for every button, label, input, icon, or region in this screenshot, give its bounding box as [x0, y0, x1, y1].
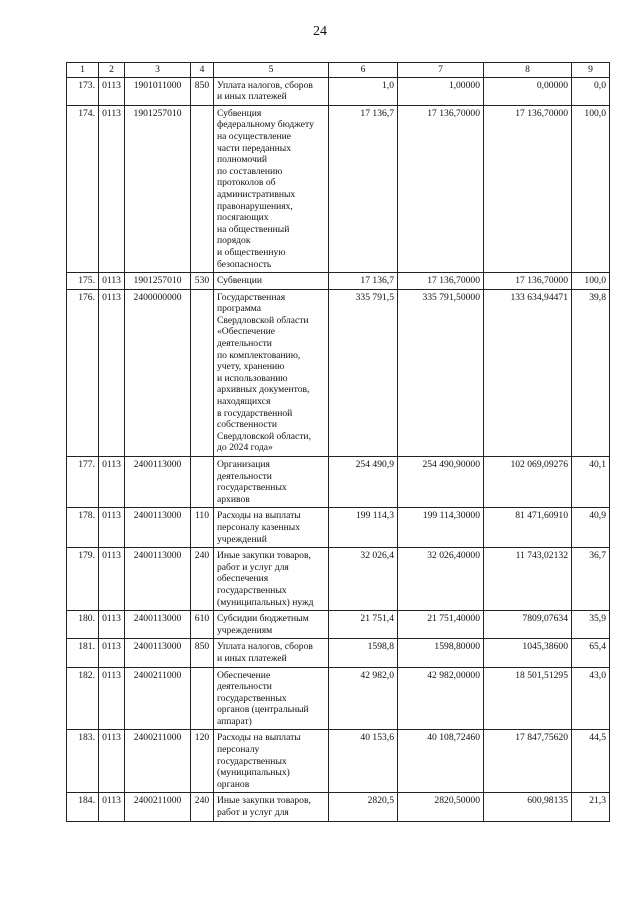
period-plan-value: 42 982,00000 — [398, 667, 484, 730]
expense-type-code — [191, 457, 214, 508]
annual-plan-value: 335 791,5 — [329, 289, 398, 456]
row-number: 173. — [67, 77, 99, 105]
row-number: 176. — [67, 289, 99, 456]
percent-value: 44,5 — [572, 730, 610, 793]
section-code: 0113 — [99, 730, 125, 793]
section-code: 0113 — [99, 457, 125, 508]
period-plan-value: 254 490,90000 — [398, 457, 484, 508]
section-code: 0113 — [99, 667, 125, 730]
percent-value: 100,0 — [572, 273, 610, 290]
item-name: Иные закупки товаров, работ и услуг для обеспечения государственных (муниципальных) нужд — [214, 548, 329, 611]
expense-type-code — [191, 105, 214, 272]
target-article-code: 2400113000 — [125, 508, 191, 548]
target-article-code: 2400211000 — [125, 667, 191, 730]
target-article-code: 1901011000 — [125, 77, 191, 105]
item-name: Субвенции — [214, 273, 329, 290]
item-name: Субсидии бюджетным учреждениям — [214, 611, 329, 639]
table-row — [67, 667, 610, 730]
period-plan-value: 17 136,70000 — [398, 273, 484, 290]
target-article-code: 2400113000 — [125, 639, 191, 667]
annual-plan-value: 42 982,0 — [329, 667, 398, 730]
expense-type-code: 610 — [191, 611, 214, 639]
table-row — [67, 730, 610, 793]
column-header: 7 — [398, 63, 484, 78]
section-code: 0113 — [99, 105, 125, 272]
actual-value: 133 634,94471 — [484, 289, 572, 456]
row-number: 184. — [67, 793, 99, 821]
budget-table — [66, 62, 610, 822]
column-header: 3 — [125, 63, 191, 78]
expense-type-code — [191, 289, 214, 456]
percent-value: 0,0 — [572, 77, 610, 105]
percent-value: 43,0 — [572, 667, 610, 730]
column-header: 2 — [99, 63, 125, 78]
item-name: Иные закупки товаров, работ и услуг для — [214, 793, 329, 821]
percent-value: 39,8 — [572, 289, 610, 456]
percent-value: 40,1 — [572, 457, 610, 508]
item-name: Обеспечение деятельности государственных органов (центральный аппарат) — [214, 667, 329, 730]
actual-value: 102 069,09276 — [484, 457, 572, 508]
target-article-code: 1901257010 — [125, 105, 191, 272]
section-code: 0113 — [99, 77, 125, 105]
table-row — [67, 611, 610, 639]
row-number: 181. — [67, 639, 99, 667]
annual-plan-value: 40 153,6 — [329, 730, 398, 793]
item-name: Расходы на выплаты персоналу государственных (муниципальных) органов — [214, 730, 329, 793]
item-name: Субвенция федеральному бюджету на осуществление части переданных полномочий по составлению протоколов об административных правонарушениях, посягающих на общественный порядок и общественную безопасность — [214, 105, 329, 272]
table-row — [67, 273, 610, 290]
expense-type-code: 850 — [191, 639, 214, 667]
item-name: Организация деятельности государственных архивов — [214, 457, 329, 508]
section-code: 0113 — [99, 508, 125, 548]
percent-value: 100,0 — [572, 105, 610, 272]
section-code: 0113 — [99, 611, 125, 639]
period-plan-value: 335 791,50000 — [398, 289, 484, 456]
annual-plan-value: 199 114,3 — [329, 508, 398, 548]
item-name: Уплата налогов, сборов и иных платежей — [214, 639, 329, 667]
target-article-code: 2400113000 — [125, 548, 191, 611]
percent-value: 65,4 — [572, 639, 610, 667]
actual-value: 17 136,70000 — [484, 105, 572, 272]
target-article-code: 2400000000 — [125, 289, 191, 456]
period-plan-value: 32 026,40000 — [398, 548, 484, 611]
page-number: 24 — [313, 24, 327, 39]
annual-plan-value: 1598,8 — [329, 639, 398, 667]
target-article-code: 2400211000 — [125, 793, 191, 821]
row-number: 182. — [67, 667, 99, 730]
header-row — [67, 63, 610, 78]
row-number: 183. — [67, 730, 99, 793]
annual-plan-value: 254 490,9 — [329, 457, 398, 508]
expense-type-code: 240 — [191, 793, 214, 821]
annual-plan-value: 32 026,4 — [329, 548, 398, 611]
actual-value: 1045,38600 — [484, 639, 572, 667]
section-code: 0113 — [99, 548, 125, 611]
target-article-code: 2400211000 — [125, 730, 191, 793]
expense-type-code: 530 — [191, 273, 214, 290]
column-header: 9 — [572, 63, 610, 78]
period-plan-value: 1,00000 — [398, 77, 484, 105]
target-article-code: 2400113000 — [125, 611, 191, 639]
row-number: 175. — [67, 273, 99, 290]
column-header: 6 — [329, 63, 398, 78]
period-plan-value: 17 136,70000 — [398, 105, 484, 272]
actual-value: 81 471,60910 — [484, 508, 572, 548]
actual-value: 7809,07634 — [484, 611, 572, 639]
expense-type-code: 120 — [191, 730, 214, 793]
expense-type-code: 850 — [191, 77, 214, 105]
period-plan-value: 40 108,72460 — [398, 730, 484, 793]
row-number: 174. — [67, 105, 99, 272]
table-row — [67, 639, 610, 667]
column-header: 5 — [214, 63, 329, 78]
table-row — [67, 793, 610, 821]
expense-type-code: 110 — [191, 508, 214, 548]
row-number: 180. — [67, 611, 99, 639]
section-code: 0113 — [99, 273, 125, 290]
expense-type-code: 240 — [191, 548, 214, 611]
actual-value: 17 847,75620 — [484, 730, 572, 793]
actual-value: 0,00000 — [484, 77, 572, 105]
section-code: 0113 — [99, 793, 125, 821]
row-number: 179. — [67, 548, 99, 611]
annual-plan-value: 21 751,4 — [329, 611, 398, 639]
period-plan-value: 21 751,40000 — [398, 611, 484, 639]
period-plan-value: 1598,80000 — [398, 639, 484, 667]
percent-value: 36,7 — [572, 548, 610, 611]
column-header: 8 — [484, 63, 572, 78]
table-row — [67, 548, 610, 611]
table-row — [67, 105, 610, 272]
actual-value: 600,98135 — [484, 793, 572, 821]
table-row — [67, 77, 610, 105]
actual-value: 17 136,70000 — [484, 273, 572, 290]
percent-value: 21,3 — [572, 793, 610, 821]
section-code: 0113 — [99, 639, 125, 667]
actual-value: 11 743,02132 — [484, 548, 572, 611]
annual-plan-value: 17 136,7 — [329, 273, 398, 290]
table-row — [67, 457, 610, 508]
item-name: Государственная программа Свердловской области «Обеспечение деятельности по комплектованию, учету, хранению и использованию архивных документов, находящихся в государственной собственности Свердловской области, до 2024 года» — [214, 289, 329, 456]
annual-plan-value: 2820,5 — [329, 793, 398, 821]
column-header: 4 — [191, 63, 214, 78]
expense-type-code — [191, 667, 214, 730]
row-number: 177. — [67, 457, 99, 508]
table-row — [67, 508, 610, 548]
item-name: Уплата налогов, сборов и иных платежей — [214, 77, 329, 105]
column-header: 1 — [67, 63, 99, 78]
percent-value: 35,9 — [572, 611, 610, 639]
period-plan-value: 199 114,30000 — [398, 508, 484, 548]
period-plan-value: 2820,50000 — [398, 793, 484, 821]
annual-plan-value: 1,0 — [329, 77, 398, 105]
annual-plan-value: 17 136,7 — [329, 105, 398, 272]
percent-value: 40,9 — [572, 508, 610, 548]
target-article-code: 2400113000 — [125, 457, 191, 508]
item-name: Расходы на выплаты персоналу казенных учреждений — [214, 508, 329, 548]
actual-value: 18 501,51295 — [484, 667, 572, 730]
table-row — [67, 289, 610, 456]
target-article-code: 1901257010 — [125, 273, 191, 290]
section-code: 0113 — [99, 289, 125, 456]
row-number: 178. — [67, 508, 99, 548]
